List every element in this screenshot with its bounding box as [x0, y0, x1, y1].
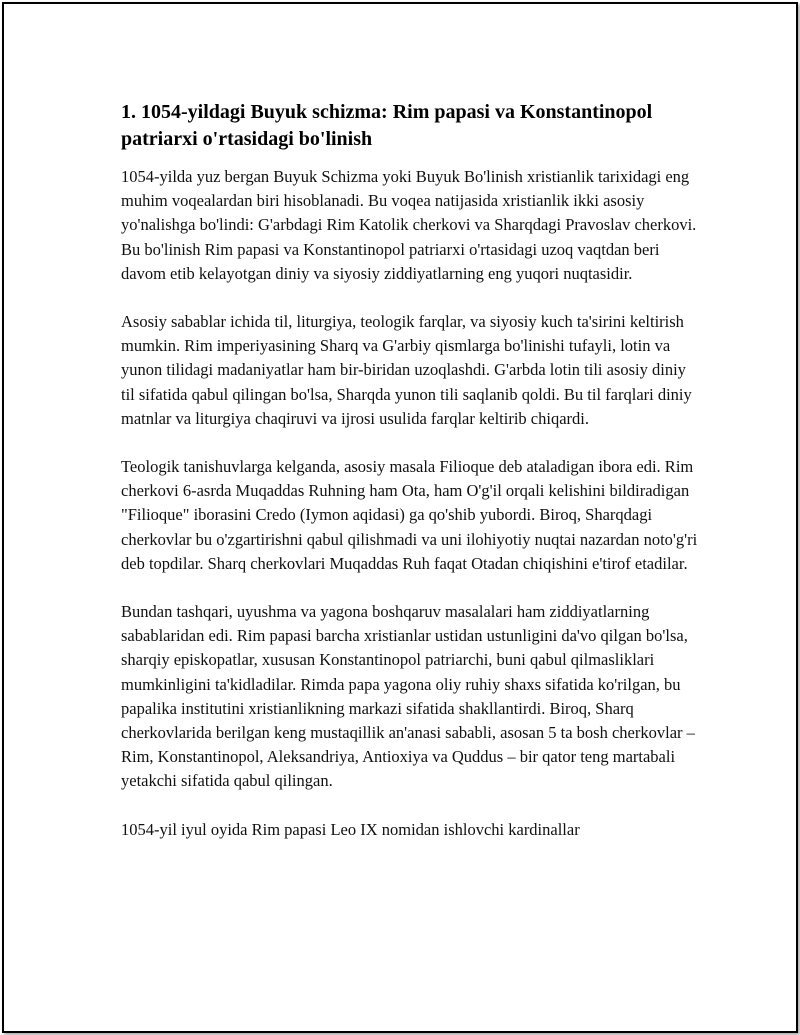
paragraph-authority: Bundan tashqari, uyushma va yagona boshqaruv masalalari ham ziddiyatlarning sabablaridan edi. Rim papasi barcha xristianlar ustidan ustunligini da'vo qilgan bo'lsa, sharqiy episkopatlar, xususan Konstantinopol patriarchi, buni qabul qilmasliklari mumkinligini ta'kidladilar. Rimda papa yagona oliy ruhiy shaxs sifatida ko'rilgan, bu papalika institutini xristianlikning markazi sifatida shakllantirdi. Biroq, Sharq cherkovlarida berilgan keng mustaqillik an'anasi sababli, asosan 5 ta bosh cherkovlar – Rim, Konstantinopol, Aleksandriya, Antioxiya va Quddus – bir qator teng martabali yetakchi sifatida qabul qilingan. [121, 602, 695, 791]
paragraph-1054-events: 1054-yil iyul oyida Rim papasi Leo IX nomidan ishlovchi kardinallar [121, 819, 580, 839]
paragraph-causes: Asosiy sabablar ichida til, liturgiya, teologik farqlar, va siyosiy kuch ta'sirini keltirish mumkin. Rim imperiyasining Sharq va G'arbiy qismlarga bo'linishi tufayli, lotin va yunon tilidagi madaniyatlar ham bir-biridan uzoqlashdi. G'arbda lotin tili asosiy diniy til sifatida qabul qilingan bo'lsa, Sharqda yunon tili saqlanib qoldi. Bu til farqlari diniy matnlar va liturgiya chaqiruvi va ijrosi usulida farqlar keltirib chiqardi. [121, 312, 692, 428]
page-frame [2, 2, 798, 1033]
section-heading: 1. 1054-yildagi Buyuk schizma: Rim papasi va Konstantinopol patriarxi o'rtasidagi bo'linish [121, 101, 653, 150]
paragraph-filioque: Teologik tanishuvlarga kelganda, asosiy masala Filioque deb ataladigan ibora edi. Rim cherkovi 6-asrda Muqaddas Ruhning ham Ota, ham O'g'il orqali kelishini bildiradigan "Filioque" iborasini Credo (Iymon aqidasi) ga qo'shib yubordi. Biroq, Sharqdagi cherkovlar bu o'zgartirishni qabul qilishmadi va uni ilohiyotiy nuqtai nazardan noto'g'ri deb topdilar. Sharq cherkovlari Muqaddas Ruh faqat Otadan chiqishini e'tirof etadilar. [121, 457, 698, 573]
document-body [121, 99, 701, 866]
paragraph-intro: 1054-yilda yuz bergan Buyuk Schizma yoki Buyuk Bo'linish xristianlik tarixidagi eng muhim voqealardan biri hisoblanadi. Bu voqea natijasida xristianlik ikki asosiy yo'nalishga bo'lindi: G'arbdagi Rim Katolik cherkovi va Sharqdagi Pravoslav cherkovi. Bu bo'linish Rim papasi va Konstantinopol patriarxi o'rtasidagi uzoq vaqtdan beri davom etib kelayotgan diniy va siyosiy ziddiyatlarning eng yuqori nuqtasidir. [121, 167, 697, 283]
